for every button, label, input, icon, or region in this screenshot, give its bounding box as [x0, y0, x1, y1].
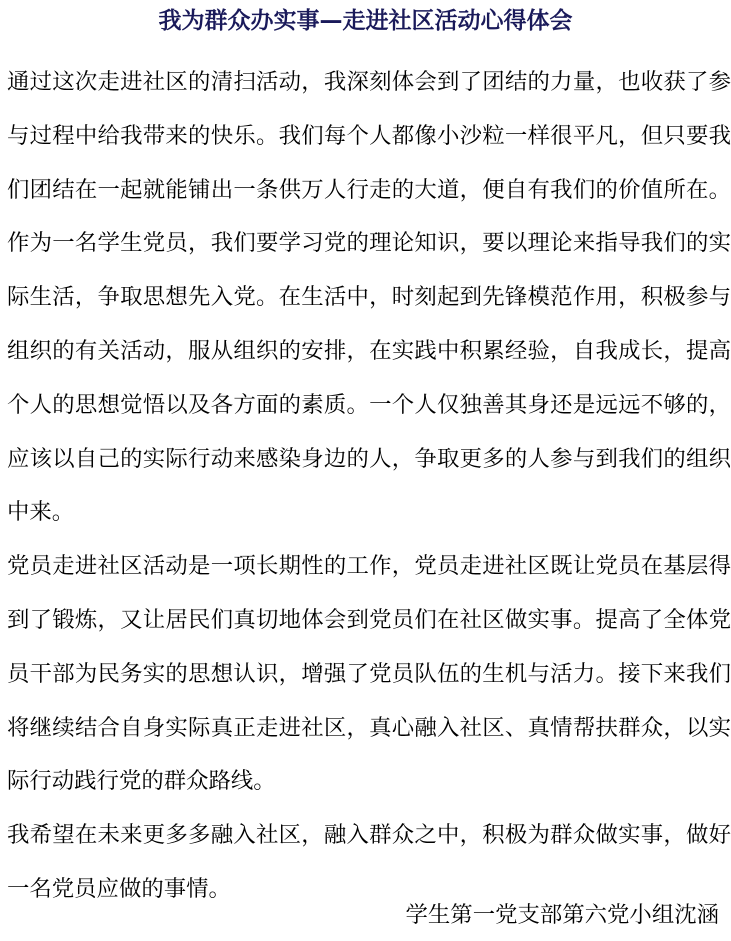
signature: 学生第一党支部第六党小组沈涵	[405, 902, 719, 928]
document-body	[7, 56, 731, 917]
document-title: 我为群众办实事—走进社区活动心得体会	[158, 8, 573, 34]
paragraph-1: 通过这次走进社区的清扫活动，我深刻体会到了团结的力量，也收获了参与过程中给我带来的快乐。我们每个人都像小沙粒一样很平凡，但只要我们团结在一起就能铺出一条供万人行走的大道，便自有我们的价值所在。作为一名学生党员，我们要学习党的理论知识，要以理论来指导我们的实际生活，争取思想先入党。在生活中，时刻起到先锋模范作用，积极参与组织的有关活动，服从组织的安排，在实践中积累经验，自我成长，提高个人的思想觉悟以及各方面的素质。一个人仅独善其身还是远远不够的，应该以自己的实际行动来感染身边的人，争取更多的人参与到我们的组织中来。	[7, 69, 731, 526]
paragraph-3: 我希望在未来更多多融入社区，融入群众之中，积极为群众做实事，做好一名党员应做的事情。	[7, 822, 731, 902]
paragraph-2: 党员走进社区活动是一项长期性的工作，党员走进社区既让党员在基层得到了锻炼，又让居民们真切地体会到党员们在社区做实事。提高了全体党员干部为民务实的思想认识，增强了党员队伍的生机与活力。接下来我们将继续结合自身实际真正走进社区，真心融入社区、真情帮扶群众，以实际行动践行党的群众路线。	[7, 553, 731, 795]
